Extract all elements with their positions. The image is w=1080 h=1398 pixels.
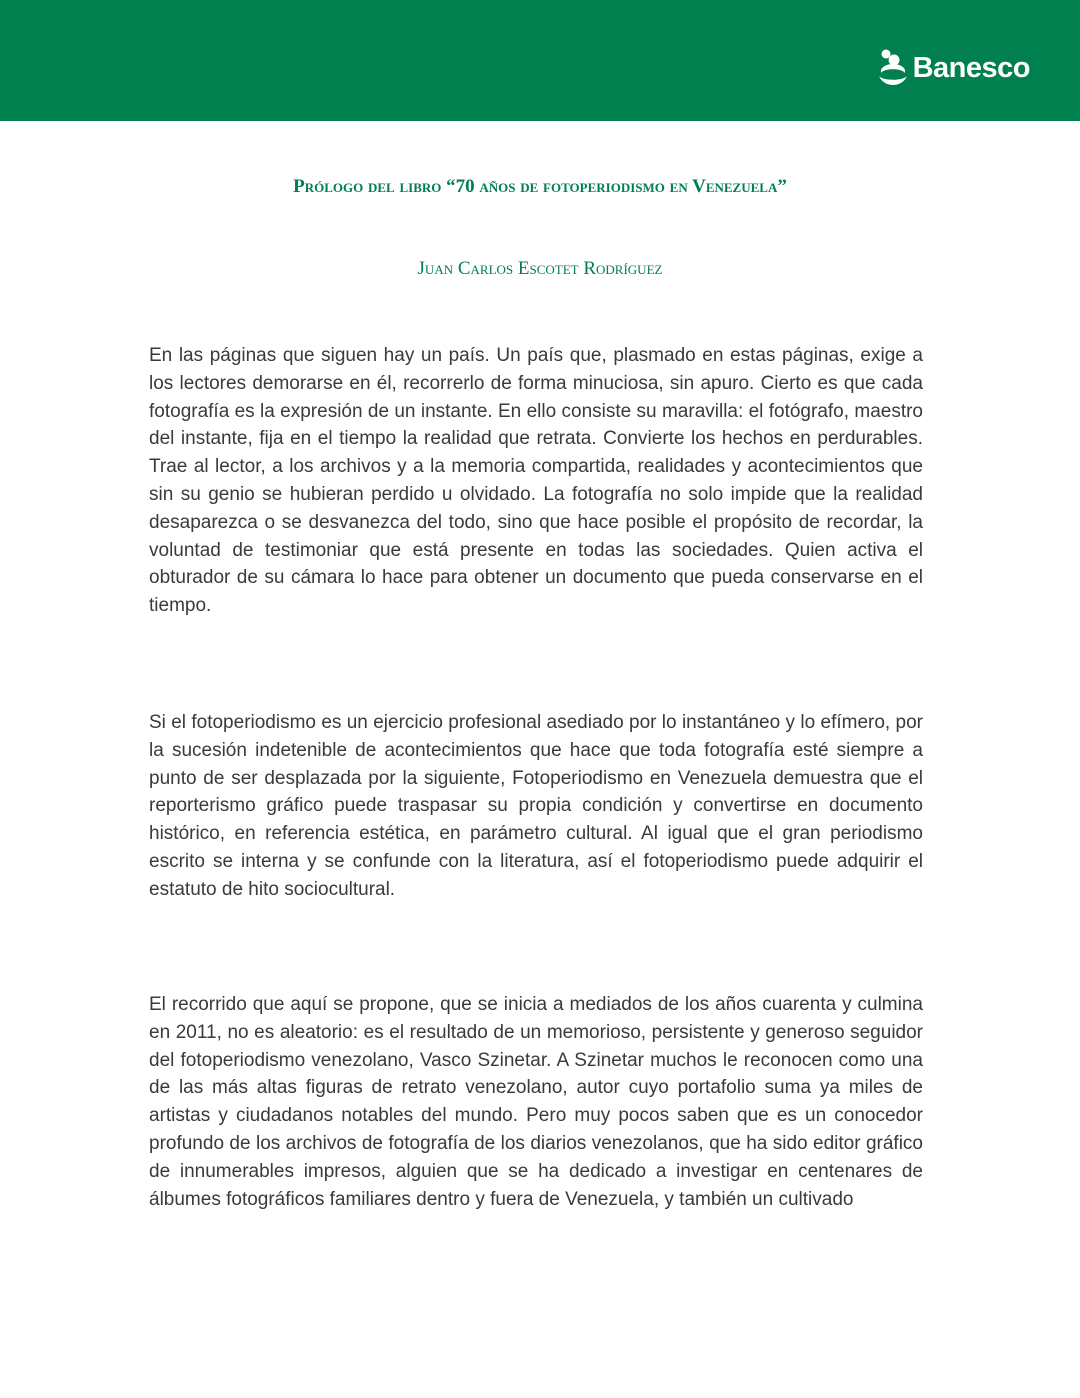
- paragraph-3: El recorrido que aquí se propone, que se inicia a mediados de los años cuarenta y culmina en 2011, no es aleatorio: es el resultado de un memorioso, persistente y generoso seguidor del fotoperiodismo venezolano, Vasco Szinetar. A Szinetar muchos le reconocen como una de las más altas figuras de retrato venezolano, autor cuyo portafolio suma ya miles de artistas y ciudadanos notables del mundo. Pero muy pocos saben que es un conocedor profundo de los archivos de fotografía de los diarios venezolanos, que ha sido editor gráfico de innumerables impresos, alguien que se ha dedicado a investigar en centenares de álbumes fotográficos familiares dentro y fuera de Venezuela, y también un cultivado: [149, 994, 923, 1210]
- paragraph-2: Si el fotoperiodismo es un ejercicio profesional asediado por lo instantáneo y lo efímero, por la sucesión indetenible de acontecimientos que hace que toda fotografía esté siempre a punto de ser desplazada por la siguiente, Fotoperiodismo en Venezuela demuestra que el reporterismo gráfico puede traspasar su propia condición y convertirse en documento histórico, en referencia estética, en parámetro cultural. Al igual que el gran periodismo escrito se interna y se confunde con la literatura, así el fotoperiodismo puede adquirir el estatuto de hito sociocultural.: [149, 712, 923, 900]
- banesco-logo-icon: [876, 48, 910, 88]
- paragraph-1: En las páginas que siguen hay un país. Un país que, plasmado en estas páginas, exige a los lectores demorarse en él, recorrerlo de forma minuciosa, sin apuro. Cierto es que cada fotografía es la expresión de un instante. En ello consiste su maravilla: el fotógrafo, maestro del instante, fija en el tiempo la realidad que retrata. Convierte los hechos en perdurables. Trae al lector, a los archivos y a la memoria compartida, realidades y acontecimientos que sin su genio se hubieran perdido u olvidado. La fotografía no solo impide que la realidad desaparezca o se desvanezca del todo, sino que hace posible el propósito de recordar, la voluntad de testimoniar que está presente en todas las sociedades. Quien activa el obturador de su cámara lo hace para obtener un documento que pueda conservarse en el tiempo.: [149, 345, 923, 617]
- brand-name: Banesco: [912, 51, 1030, 84]
- document-author: Juan Carlos Escotet Rodríguez: [417, 258, 663, 279]
- document-title: Prólogo del libro “70 años de fotoperiodismo en Venezuela”: [293, 176, 787, 197]
- brand-logo[interactable]: [876, 48, 1030, 88]
- header-band: [0, 0, 1080, 121]
